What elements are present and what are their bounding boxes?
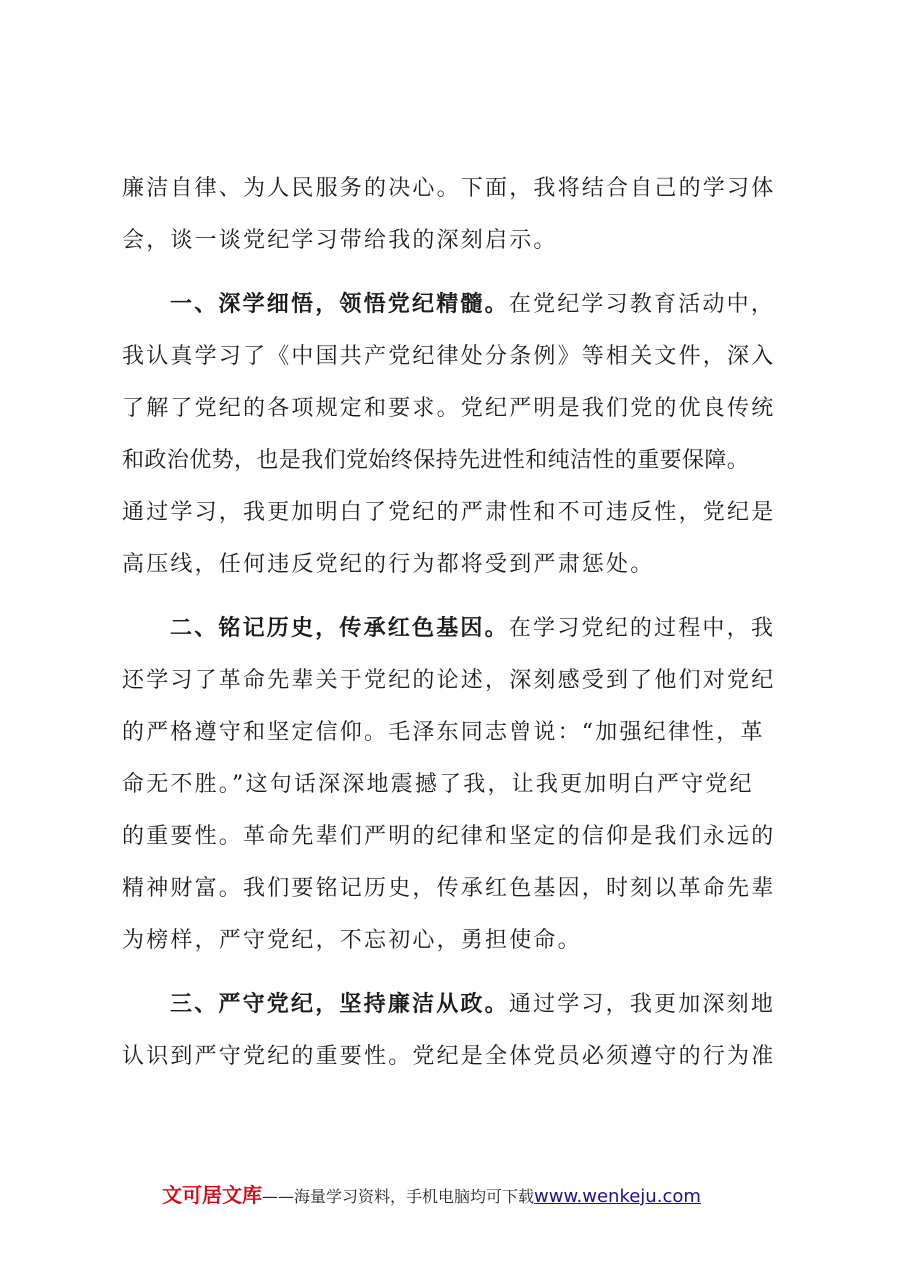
section-one-heading: 一、深学细悟，领悟党纪精髓。 xyxy=(170,292,509,317)
body-line: 会，谈一谈党纪学习带给我的深刻启示。 xyxy=(122,228,558,253)
section-two-lead: 在学习党纪的过程中，我 xyxy=(508,616,776,641)
section-two-first-line xyxy=(122,603,794,655)
footer-banner xyxy=(162,1180,701,1210)
body-line: 高压线，任何违反党纪的行为都将受到严肃惩处。 xyxy=(122,552,655,577)
section-two-heading: 二、铭记历史，传承红色基因。 xyxy=(170,616,509,641)
section-one-first-line xyxy=(122,279,794,331)
body-line: 的严格遵守和坚定信仰。毛泽东同志曾说：“加强纪律性，革 xyxy=(122,720,765,745)
footer-website-link[interactable]: www.wenkeju.com xyxy=(534,1186,701,1207)
body-line: 还学习了革命先辈关于党纪的论述，深刻感受到了他们对党纪 xyxy=(122,668,776,693)
body-line: 精神财富。我们要铭记历史，传承红色基因，时刻以革命先辈 xyxy=(122,876,776,901)
section-one-lead: 在党纪学习教育活动中， xyxy=(508,292,776,317)
section-three-first-line xyxy=(122,979,794,1031)
body-line: 廉洁自律、为人民服务的决心。下面，我将结合自己的学习体 xyxy=(122,176,776,201)
section-three-heading: 三、严守党纪，坚持廉洁从政。 xyxy=(170,992,509,1017)
body-line: 了解了党纪的各项规定和要求。党纪严明是我们党的优良传统 xyxy=(122,396,776,421)
body-line: 我认真学习了《中国共产党纪律处分条例》等相关文件，深入 xyxy=(122,344,776,369)
body-line: 认识到严守党纪的重要性。党纪是全体党员必须遵守的行为准 xyxy=(122,1044,776,1069)
body-line: 和政治优势，也是我们党始终保持先进性和纯洁性的重要保障。 xyxy=(122,448,750,473)
body-line: 通过学习，我更加明白了党纪的严肃性和不可违反性，党纪是 xyxy=(122,500,776,525)
document-body xyxy=(122,163,794,1083)
footer-tagline: ——海量学习资料，手机电脑均可下载 xyxy=(262,1187,535,1206)
footer-brand: 文可居文库 xyxy=(162,1183,262,1207)
section-three-lead: 通过学习，我更加深刻地 xyxy=(508,992,776,1017)
body-line: 的重要性。革命先辈们严明的纪律和坚定的信仰是我们永远的 xyxy=(122,824,776,849)
body-line: 命无不胜。”这句话深深地震撼了我，让我更加明白严守党纪 xyxy=(122,772,754,797)
body-line: 为榜样，严守党纪，不忘初心，勇担使命。 xyxy=(122,928,582,953)
